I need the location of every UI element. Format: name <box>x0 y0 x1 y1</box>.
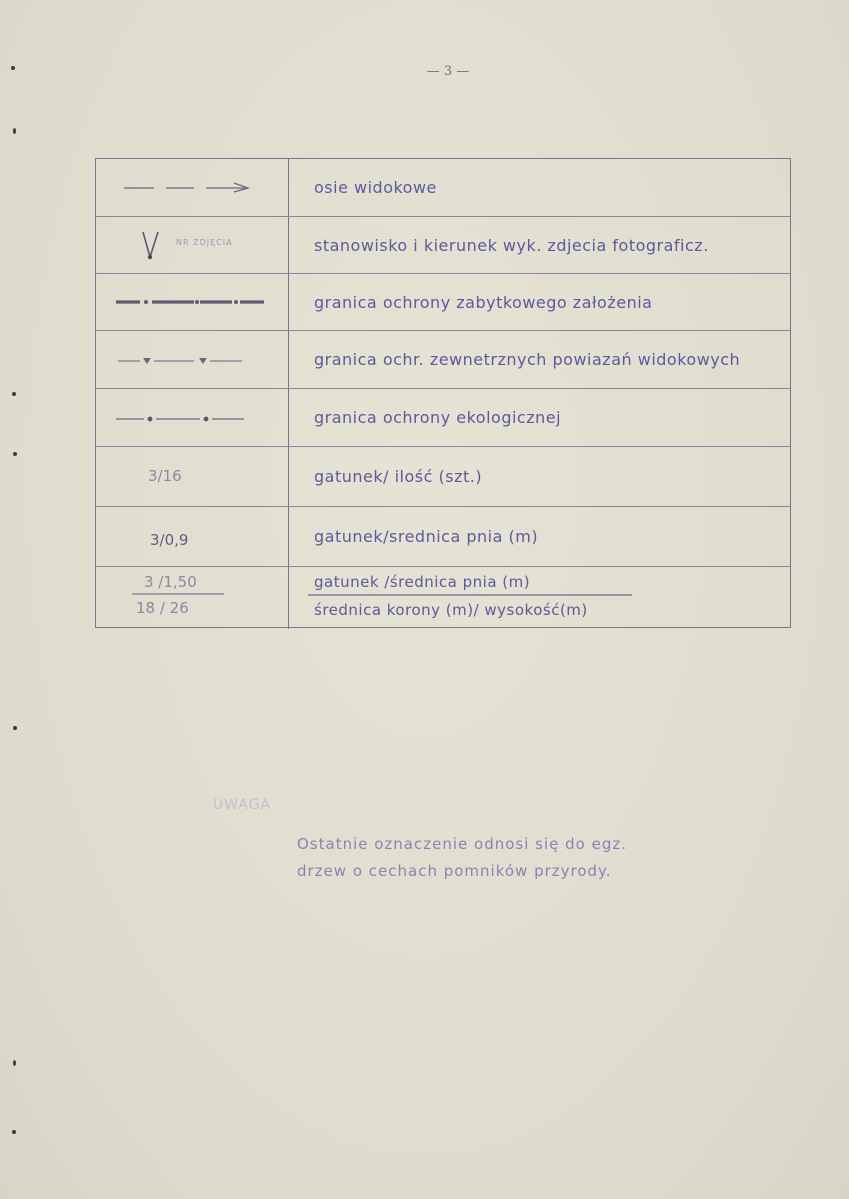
legend-symbol <box>96 217 288 273</box>
legend-description: granica ochrony ekologicznej <box>314 408 562 427</box>
margin-speck <box>11 66 15 70</box>
legend-row <box>96 447 790 507</box>
photo-number-label: NR ZDJĘCIA <box>176 238 233 247</box>
legend-row <box>96 159 790 217</box>
legend-row <box>96 274 790 331</box>
legend-description: granica ochrony zabytkowego założenia <box>314 292 653 312</box>
margin-speck <box>13 726 17 730</box>
legend-description: osie widokowe <box>314 178 437 197</box>
species-count-label: 3/16 <box>148 467 182 485</box>
legend-description: stanowisko i kierunek wyk. zdjecia fotograficz. <box>314 235 709 255</box>
legend-table <box>95 158 791 628</box>
dot-marker-line-icon <box>96 389 288 447</box>
margin-speck <box>13 128 16 134</box>
legend-row <box>96 389 790 447</box>
legend-description: gatunek/srednica pnia (m) <box>314 527 539 546</box>
legend-description-top: gatunek /średnica pnia (m) <box>314 573 531 591</box>
legend-row <box>96 331 790 389</box>
legend-row <box>96 507 790 567</box>
margin-speck <box>12 392 16 396</box>
arrow-dashes-icon <box>96 159 288 217</box>
triangle-marker-line-icon <box>96 331 288 389</box>
margin-speck <box>13 1060 16 1066</box>
legend-description: granica ochr. zewnetrznych powiazań widokowych <box>314 350 741 369</box>
thick-dash-dot-line-icon <box>96 274 288 331</box>
legend-row <box>96 217 790 274</box>
legend-symbol <box>96 389 288 446</box>
legend-symbol <box>96 159 288 216</box>
note-line-1: Ostatnie oznaczenie odnosi się do egz. <box>297 835 627 853</box>
legend-symbol <box>96 331 288 388</box>
margin-speck <box>13 452 17 456</box>
page-number: — 3 — <box>426 64 470 79</box>
legend-symbol <box>96 507 288 566</box>
legend-description: gatunek/ ilość (szt.) <box>314 467 483 486</box>
note-label: UWAGA <box>213 797 272 813</box>
note-line-2: drzew o cechach pomników przyrody. <box>297 862 612 880</box>
legend-symbol <box>96 274 288 330</box>
species-trunk-label: 3 /1,50 <box>144 573 197 591</box>
legend-symbol <box>96 447 288 506</box>
species-trunk-label: 3/0,9 <box>150 531 189 549</box>
legend-description-bottom: średnica korony (m)/ wysokość(m) <box>314 601 588 619</box>
legend-row <box>96 567 790 629</box>
crown-height-label: 18 / 26 <box>136 599 189 617</box>
legend-symbol <box>96 567 288 629</box>
margin-speck <box>12 1130 16 1134</box>
